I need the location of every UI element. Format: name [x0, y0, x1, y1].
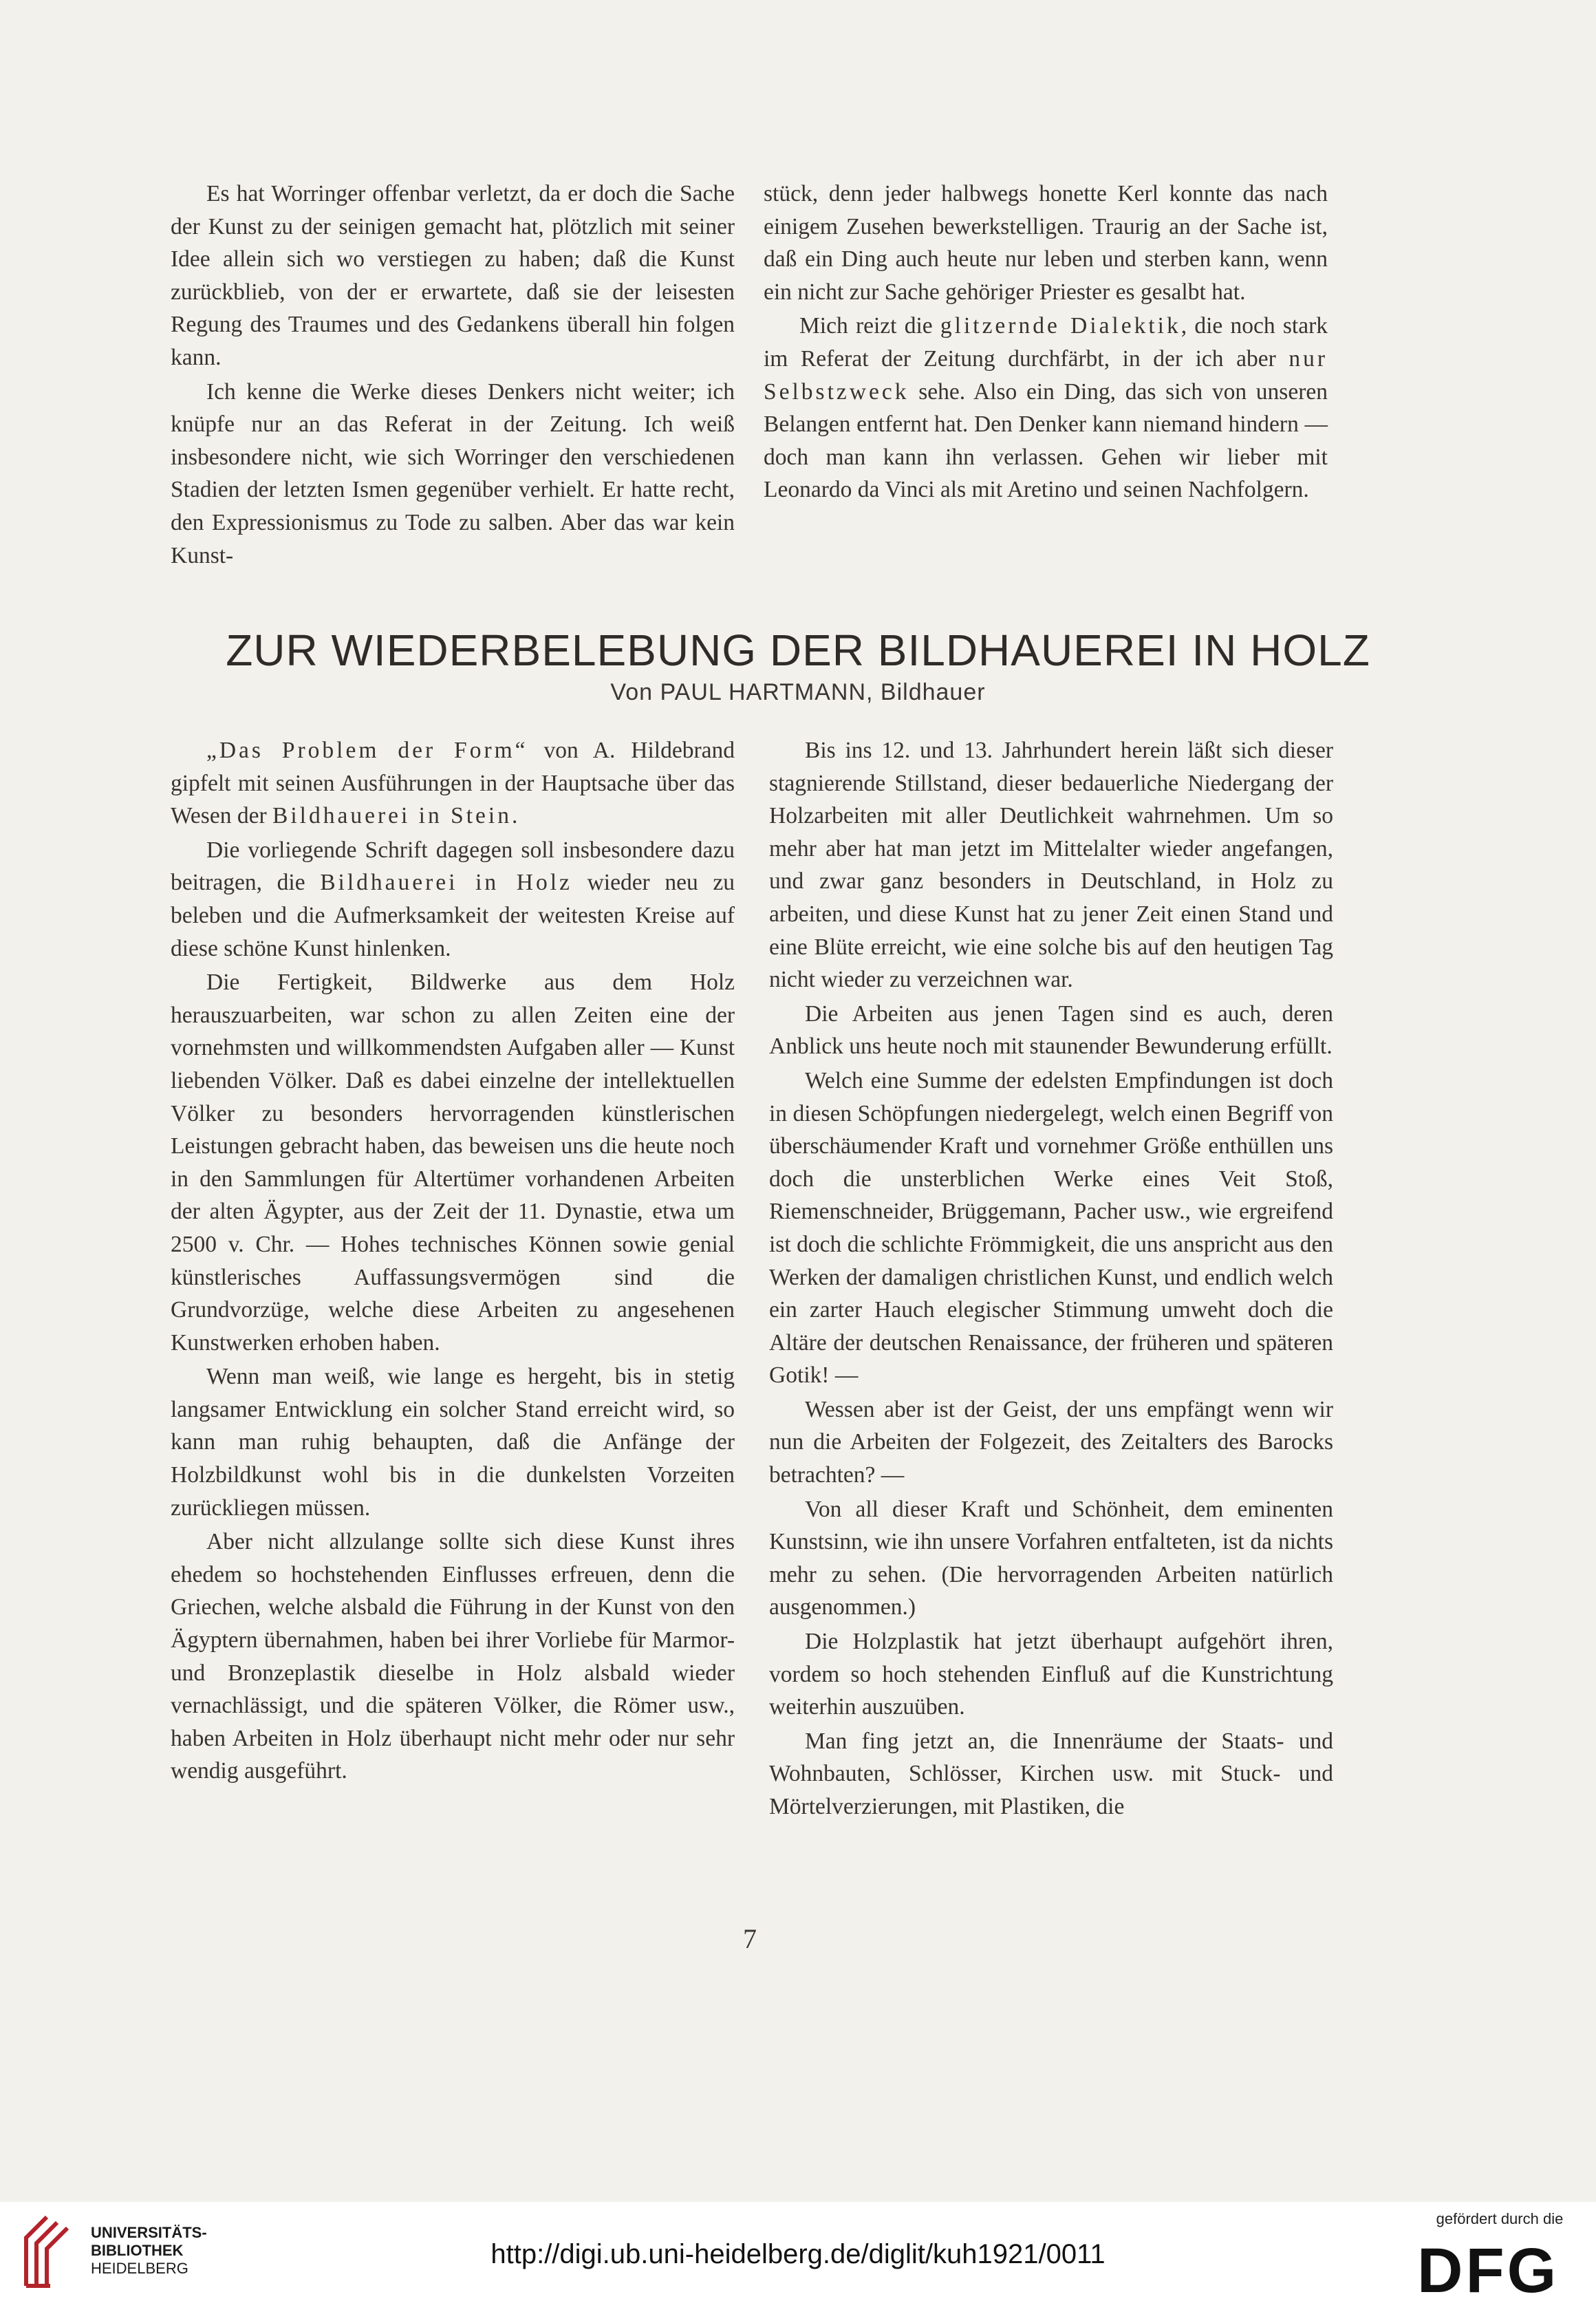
paragraph — [764, 310, 1328, 506]
text-run: wieder neu zu beleben und die Aufmerksamkeit der weitesten Kreise auf diese schöne Kunst hinlenken. — [171, 870, 735, 961]
paragraph: Die Fertigkeit, Bildwerke aus dem Holz herauszuarbeiten, war schon zu allen Zeiten eine der vornehmsten und willkommendsten Aufgaben aller — Kunst liebenden Völker. Daß es dabei einzelne der intellektuellen Völker zu besonders hervorragenden künstlerischen Leistungen gebracht haben, das beweisen uns die heute noch in den Sammlungen für Altertümer vorhandenen Arbeiten der alten Ägypter, aus der Zeit der 11. Dynastie, etwa um 2500 v. Chr. — Hohes technisches Können sowie genial künstlerisches Auffassungsvermögen sind die Grundvorzüge, welche diese Arbeiten zu angesehenen Kunstwerken erhoben haben. — [171, 970, 735, 1356]
spaced-emphasis: Bildhauerei in Stein — [272, 803, 512, 829]
paragraph: Die Holzplastik hat jetzt überhaupt aufgehört ihren, vordem so hoch stehenden Einfluß auf die Kunstrichtung weiterhin auszuüben. — [769, 1629, 1333, 1720]
text-run: Die vorliegende Schrift dagegen soll insbesondere dazu beitragen, die — [171, 837, 735, 896]
library-line: HEIDELBERG — [91, 2260, 188, 2277]
paragraph: Bis ins 12. und 13. Jahrhundert herein läßt sich dieser stagnierende Stillstand, dieser bedauerliche Niedergang der Holzarbeiten mit aller Deutlichkeit wahrnehmen. Um so mehr aber hat man jetzt im Mittelalter wieder angefangen, und zwar ganz besonders in Deutschland, in Holz zu arbeiten, und diese Kunst hat zu jener Zeit einen Stand und eine Blüte erreicht, wie eine solche bis auf den heutigen Tag nicht wieder zu verzeichnen war. — [769, 738, 1333, 993]
paragraph: Von all dieser Kraft und Schönheit, dem eminenten Kunstsinn, wie ihn unsere Vorfahren entfalteten, ist da nichts mehr zu sehen. (Die hervorragenden Arbeiten natürlich ausgenommen.) — [769, 1496, 1333, 1620]
source-url-link[interactable]: http://digi.ub.uni-heidelberg.de/diglit/kuh1921/0011 — [490, 2239, 1106, 2269]
university-library-name[interactable] — [91, 2224, 207, 2278]
dfg-logo[interactable]: DFG — [1417, 2236, 1560, 2306]
paragraph: Wessen aber ist der Geist, der uns empfängt wenn wir nun die Arbeiten der Folgezeit, des Zeitalters des Barocks betrachten? — — [769, 1396, 1333, 1488]
paragraph: Wenn man weiß, wie lange es hergeht, bis in stetig langsamer Entwicklung ein solcher Stand erreicht wird, so kann man ruhig behaupten, daß die Anfänge der Holzbildkunst wohl bis in die dunkelsten Vorzeiten zurückliegen müssen. — [171, 1364, 735, 1521]
text-run: , die noch stark im Referat der Zeitung durchfärbt, in der ich aber — [764, 313, 1328, 372]
article-left-column — [171, 734, 735, 1788]
paragraph — [171, 734, 735, 833]
paragraph: stück, denn jeder halbwegs honette Kerl konnte das nach einigem Zusehen bewerkstelligen. Traurig an der Sache ist, daß ein Ding auch heute nur leben und sterben kann, wenn ein nicht zur Sache gehöriger Priester es gesalbt hat. — [764, 181, 1328, 305]
text-run: Mich reizt die — [799, 313, 933, 339]
funded-by-label: gefördert durch die — [1436, 2210, 1564, 2227]
text-run: sehe. Also ein Ding, das sich von unseren Belangen entfernt hat. Den Denker kann niemand hindern — doch man kann ihn verlassen. Gehen wir lieber mit Leonardo da Vinci als mit Aretino und seinen Nachfolgern. — [764, 378, 1328, 503]
university-library-logo-icon[interactable] — [19, 2210, 81, 2293]
paragraph: Die Arbeiten aus jenen Tagen sind es auch, deren Anblick uns heute noch mit staunender Bewunderung erfüllt. — [769, 1000, 1333, 1060]
paragraph: Ich kenne die Werke dieses Denkers nicht weiter; ich knüpfe nur an das Referat in der Zeitung. Ich weiß insbesondere nicht, wie sich Worringer den verschiedenen Stadien der letzten Ismen gegenüber verhielt. Er hatte recht, den Expressionismus zu Tode zu salben. Aber das war kein Kunst- — [171, 378, 735, 568]
paragraph: Man fing jetzt an, die Innenräume der Staats- und Wohnbauten, Schlösser, Kirchen usw. mit Stuck- und Mörtelverzierungen, mit Plastiken, die — [769, 1728, 1333, 1819]
paragraph — [171, 834, 735, 965]
article-right-column — [769, 734, 1333, 1823]
text-run: . — [511, 803, 518, 829]
spaced-emphasis: nur Selbstzweck — [764, 345, 1328, 405]
library-line: BIBLIOTHEK — [91, 2242, 184, 2259]
text-run: von A. Hildebrand gipfelt mit seinen Ausführungen in der Hauptsache über das Wesen der — [171, 738, 735, 829]
library-line: UNIVERSITÄTS- — [91, 2224, 207, 2241]
article-title: ZUR WIEDERBELEBUNG DER BILDHAUEREI IN HOLZ — [226, 625, 1370, 675]
article-byline: Von PAUL HARTMANN, Bildhauer — [610, 679, 986, 705]
paragraph: Aber nicht allzulange sollte sich diese Kunst ihres ehedem so hochstehenden Einflusses erfreuen, denn die Griechen, welche alsbald die Führung in der Kunst von den Ägyptern übernahmen, haben bei ihrer Vorliebe für Marmor- und Bronzeplastik dieselbe in Holz alsbald wieder vernachlässigt, und die späteren Völker, die Römer usw., haben Arbeiten in Holz überhaupt nicht mehr oder nur sehr wendig ausgeführt. — [171, 1529, 735, 1784]
spaced-emphasis: „Das Problem der Form“ — [206, 738, 528, 763]
paragraph: Es hat Worringer offenbar verletzt, da er doch die Sache der Kunst zu der seinigen gemacht hat, plötzlich mit seiner Idee allein sich wo verstiegen zu haben; daß die Kunst zurückblieb, von der er erwartete, daß sie der leisesten Regung des Traumes und des Gedankens überall hin folgen kann. — [171, 181, 735, 370]
page-number: 7 — [743, 1923, 757, 1954]
spaced-emphasis: glitzernde Dialektik — [940, 313, 1181, 339]
spaced-emphasis: Bildhauerei in Holz — [320, 870, 572, 896]
top-left-column — [171, 178, 735, 572]
paragraph: Welch eine Summe der edelsten Empfindungen ist doch in diesen Schöpfungen niedergelegt, welch einen Begriff von überschäumender Kraft und vornehmer Größe enthüllen uns doch die unsterblichen Werke eines Veit Stoß, Riemenschneider, Brüggemann, Pacher usw., wie ergreifend ist doch die schlichte Frömmigkeit, die uns anspricht aus den Werken der damaligen christlichen Kunst, und endlich welch ein zarter Hauch elegischer Stimmung umweht doch die Altäre der deutschen Renaissance, der früheren und späteren Gotik! — — [769, 1067, 1333, 1389]
top-right-column — [764, 178, 1328, 506]
